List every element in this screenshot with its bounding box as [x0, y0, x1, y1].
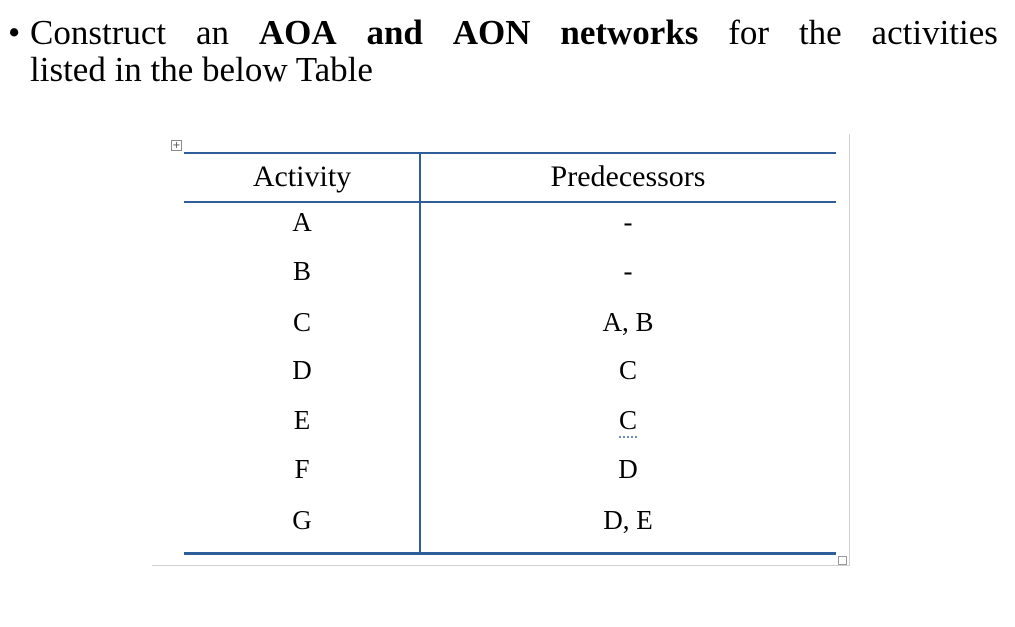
predecessor-cell: - — [623, 207, 633, 237]
table-move-handle-icon[interactable]: + — [172, 140, 181, 151]
table-top-rule — [184, 152, 836, 154]
activity-cell: A — [292, 207, 312, 237]
emphasis-word: networks — [560, 13, 699, 52]
predecessor-cell: - — [623, 256, 633, 286]
activity-cell: F — [294, 454, 310, 484]
bullet-text — [30, 14, 998, 88]
table-resize-handle-icon[interactable] — [838, 556, 847, 565]
emphasis-word: AON — [452, 13, 531, 52]
table-bottom-rule — [184, 552, 836, 555]
header-activity: Activity — [252, 160, 352, 193]
emphasis-word: and — [366, 13, 423, 52]
predecessor-cell: C — [618, 355, 637, 385]
activity-cell: G — [292, 505, 312, 535]
emphasis-word: AOA — [258, 13, 337, 52]
activity-cell: B — [292, 256, 311, 286]
activity-cell: D — [292, 355, 312, 385]
bullet-line-2: listed in the below Table — [30, 50, 373, 89]
predecessor-cell: D — [618, 454, 638, 484]
bullet-point: • — [8, 13, 21, 52]
word: for — [728, 13, 770, 52]
word: the — [798, 13, 842, 52]
predecessor-cell: A, B — [602, 307, 654, 337]
activity-cell: E — [293, 405, 311, 435]
header-predecessors: Predecessors — [550, 160, 706, 193]
predecessor-cell — [420, 404, 836, 436]
word: an — [195, 13, 229, 52]
predecessor-cell: D, E — [603, 505, 653, 535]
bullet-line-1 — [30, 14, 998, 51]
word: activities — [871, 13, 998, 52]
word: Construct — [30, 13, 167, 52]
spellcheck-underlined-text: C — [619, 405, 637, 438]
table-frame — [152, 134, 850, 566]
activity-cell[interactable]: C — [292, 307, 311, 337]
table-header-rule — [184, 201, 836, 203]
